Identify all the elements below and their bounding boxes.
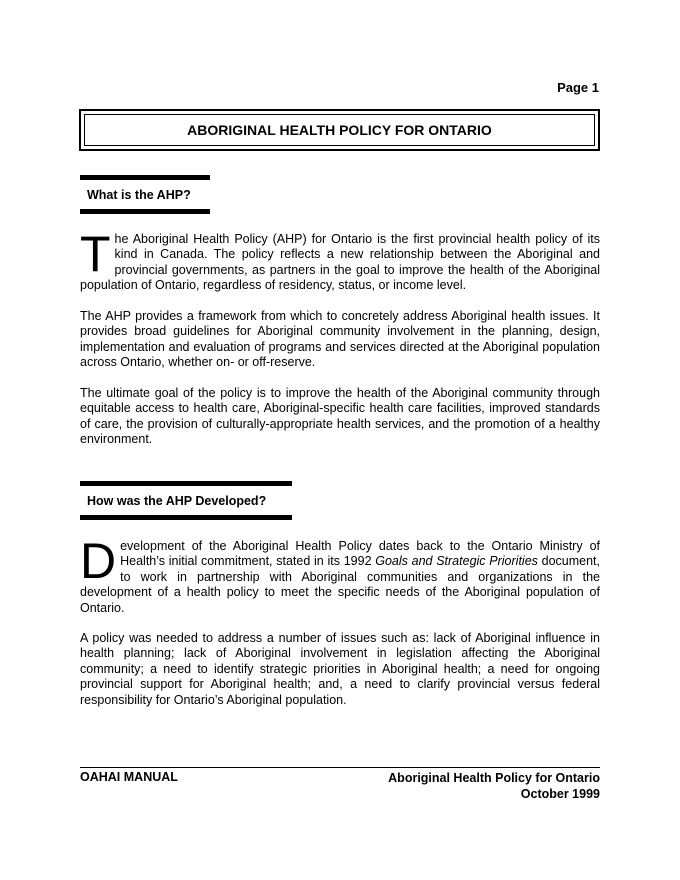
footer — [80, 767, 600, 801]
section-heading-what — [80, 175, 210, 214]
paragraph-text: document, to work in partnership with Aboriginal communities and organizations in the development of a health policy to meet the specific needs of the Aboriginal population of Ontario. — [80, 554, 600, 615]
title-box — [79, 109, 600, 151]
section-heading-how — [80, 481, 292, 520]
paragraph — [80, 533, 600, 616]
heading-bottom-rule — [80, 515, 292, 520]
page-number: Page 1 — [557, 80, 599, 95]
paragraph: The ultimate goal of the policy is to improve the health of the Aboriginal community through equitable access to health care, Aboriginal-specific health care facilities, improved standards of care, the provision of culturally-appropriate health services, and the promotion of a healthy environment. — [80, 386, 600, 447]
drop-cap: D — [80, 533, 117, 589]
paragraph-text: he Aboriginal Health Policy (AHP) for Ontario is the first provincial health policy of its kind in Canada. The policy reflects a new relationship between the Aboriginal and provincial governments, as partners in the goal to improve the health of the Aboriginal population of Ontario, regardless of residency, status, or income level. — [80, 232, 600, 293]
section-heading-text: What is the AHP? — [87, 188, 191, 202]
paragraph: A policy was needed to address a number of issues such as: lack of Aboriginal influence in health planning; lack of Aboriginal involvement in legislation affecting the Aboriginal community; a need to identify strategic priorities in Aboriginal health; a need for ongoing provincial support for Aboriginal health; and, a need to clarify provincial versus federal responsibility for Ontario’s Aboriginal population. — [80, 631, 600, 707]
drop-cap: T — [80, 226, 111, 282]
footer-doc-title: Aboriginal Health Policy for Ontario — [388, 771, 600, 785]
footer-manual-name: OAHAI MANUAL — [80, 770, 178, 784]
section-heading-text: How was the AHP Developed? — [87, 494, 267, 508]
page-title: ABORIGINAL HEALTH POLICY FOR ONTARIO — [84, 114, 595, 146]
paragraph-text: evelopment of the Aboriginal Health Policy dates back to the Ontario Ministry of Health’s initial commitment, stated in its 1992 — [120, 539, 600, 569]
footer-right — [388, 770, 600, 802]
paragraph — [80, 226, 600, 294]
document-title-italic: Goals and Strategic Priorities — [375, 554, 538, 569]
paragraph: The AHP provides a framework from which to concretely address Aboriginal health issues. It provides broad guidelines for Aboriginal community involvement in the planning, design, implementation and evaluation of programs and services directed at the Aboriginal population across Ontario, whether on- or off-reserve. — [80, 309, 600, 370]
heading-bottom-rule — [80, 209, 210, 214]
footer-date: October 1999 — [520, 787, 600, 801]
